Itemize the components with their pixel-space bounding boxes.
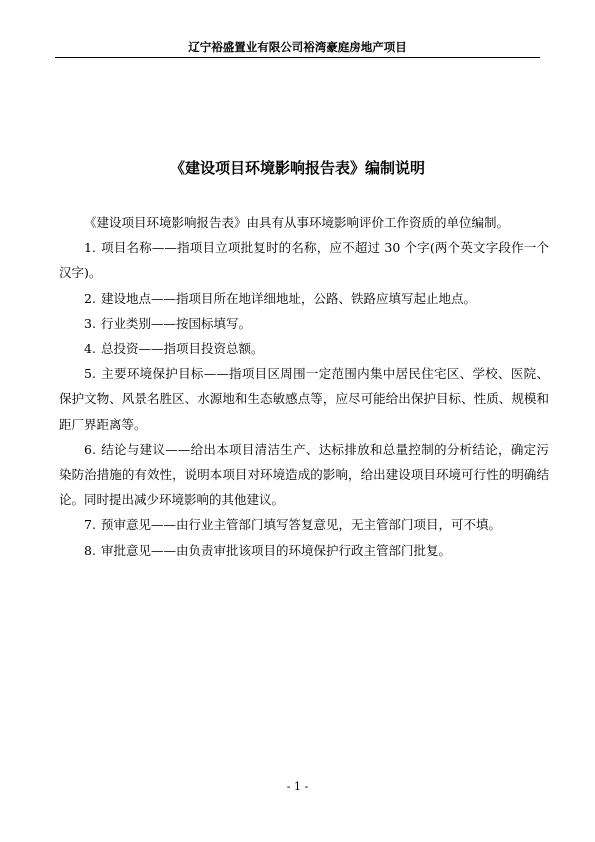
list-item-number: 5.: [84, 366, 96, 382]
list-item-7: [59, 512, 549, 537]
document-title: 《建设项目环境影响报告表》编制说明: [169, 159, 425, 177]
list-item-1: [59, 235, 549, 285]
list-item-text: 预审意见——由行业主管部门填写答复意见，无主管部门项目，可不填。: [100, 517, 501, 533]
header-divider: [55, 57, 540, 58]
list-item-number: 8.: [84, 542, 96, 558]
list-item-3: [59, 311, 549, 336]
list-item-text: 审批意见——由负责审批该项目的环境保护行政主管部门批复。: [100, 542, 451, 558]
running-header: 辽宁裕盛置业有限公司裕湾豪庭房地产项目: [188, 40, 407, 54]
list-item-6: [59, 437, 549, 513]
page-number: - 1 -: [286, 780, 309, 793]
list-item-text: 主要环境保护目标——指项目区周围一定范围内集中居民住宅区、学校、医院、保护文物、风景名胜区、水源地和生态敏感点等，应尽可能给出保护目标、性质、规模和距厂界距离等。: [59, 366, 549, 432]
list-item-number: 6.: [84, 441, 96, 457]
list-item-4: [59, 336, 549, 361]
list-item-number: 1.: [84, 240, 96, 256]
intro-paragraph: 《建设项目环境影响报告表》由具有从事环境影响评价工作资质的单位编制。: [84, 215, 510, 230]
list-item-number: 3.: [84, 315, 96, 331]
list-item-text: 总投资——指项目投资总额。: [100, 341, 264, 357]
list-item-8: [59, 538, 549, 563]
list-item-number: 4.: [84, 341, 96, 357]
list-item-5: [59, 361, 549, 437]
list-item-2: [59, 286, 549, 311]
list-item-text: 行业类别——按国标填写。: [100, 315, 251, 331]
list-item-text: 结论与建议——给出本项目清洁生产、达标排放和总量控制的分析结论，确定污染防治措施的有效性，说明本项目对环境造成的影响，给出建设项目环境可行性的明确结论。同时提出减少环境影响的其他建议。: [59, 441, 549, 508]
list-item-number: 7.: [84, 517, 96, 533]
list-item-number: 2.: [84, 290, 96, 306]
document-body: [59, 210, 549, 563]
list-item-text: 建设地点——指项目所在地详细地址，公路、铁路应填写起止地点。: [100, 290, 476, 306]
list-item-text: 项目名称——指项目立项批复时的名称，应不超过 30 个字(两个英文字段作一个汉字)。: [59, 240, 549, 281]
